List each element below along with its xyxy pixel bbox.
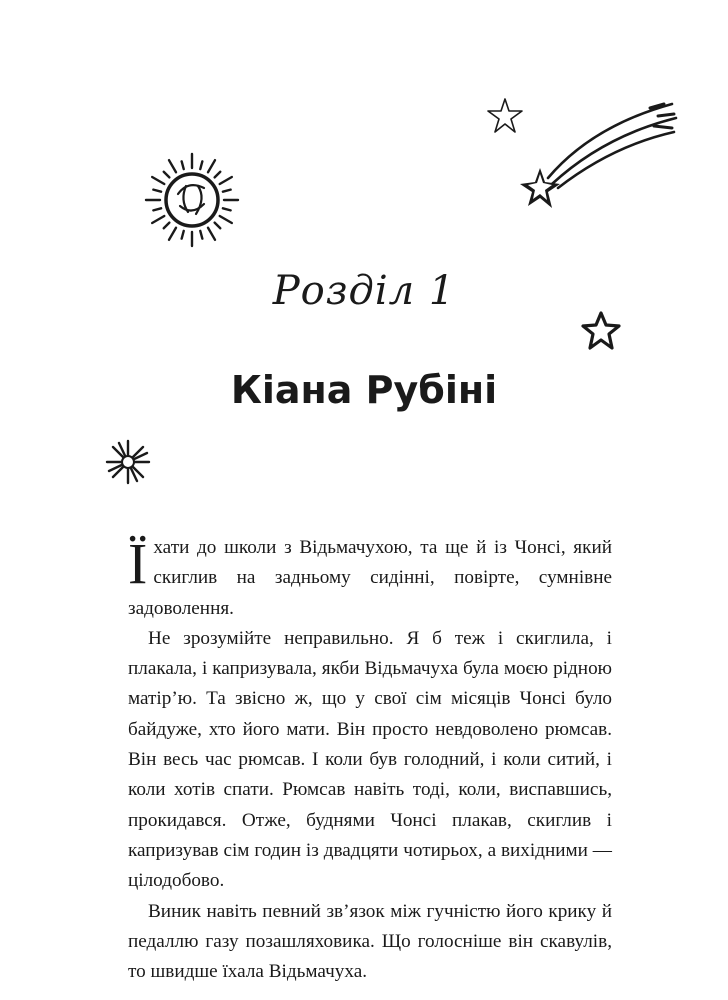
chapter-body bbox=[128, 533, 612, 987]
paragraph-2: Не зрозумійте неправильно. Я б теж і скиглила, і плакала, і капризувала, якби Відьмачуха була моєю рідною матір’ю. Та звісно ж, що у свої сім місяців Чонсі було байдуже, хто його мати. Він просто невдоволено рюмсав. Він весь час рюмсав. І коли був голодний, і коли ситий, і коли хотів спати. Рюмсав навіть тоді, коли, виспавшись, прокидався. Отже, буднями Чонсі плакав, скиглив і капризував сім годин із двадцяти чотирьох, а вихідними — цілодобово. bbox=[128, 627, 612, 892]
sun-icon bbox=[142, 150, 242, 250]
shooting-star-icon bbox=[512, 96, 682, 226]
chapter-label: Розділ 1 bbox=[272, 268, 456, 314]
paragraph-1-text: хати до школи з Відьмачухою, та ще й із Чонсі, який скиглив на задньому сидінні, повірте, сумнівне задоволення. bbox=[128, 537, 612, 619]
paragraph-3: Виник навіть певний зв’язок між гучністю його крику й педаллю газу позашляховика. Що голосніше він скавулів, то швидше їхала Відьмачуха. bbox=[128, 900, 612, 983]
drop-cap: Ї bbox=[128, 531, 148, 596]
sparkle-icon bbox=[104, 438, 152, 486]
star-icon bbox=[580, 310, 622, 352]
paragraph-1 bbox=[128, 533, 612, 624]
chapter-title: Кіана Рубіні bbox=[230, 368, 498, 412]
